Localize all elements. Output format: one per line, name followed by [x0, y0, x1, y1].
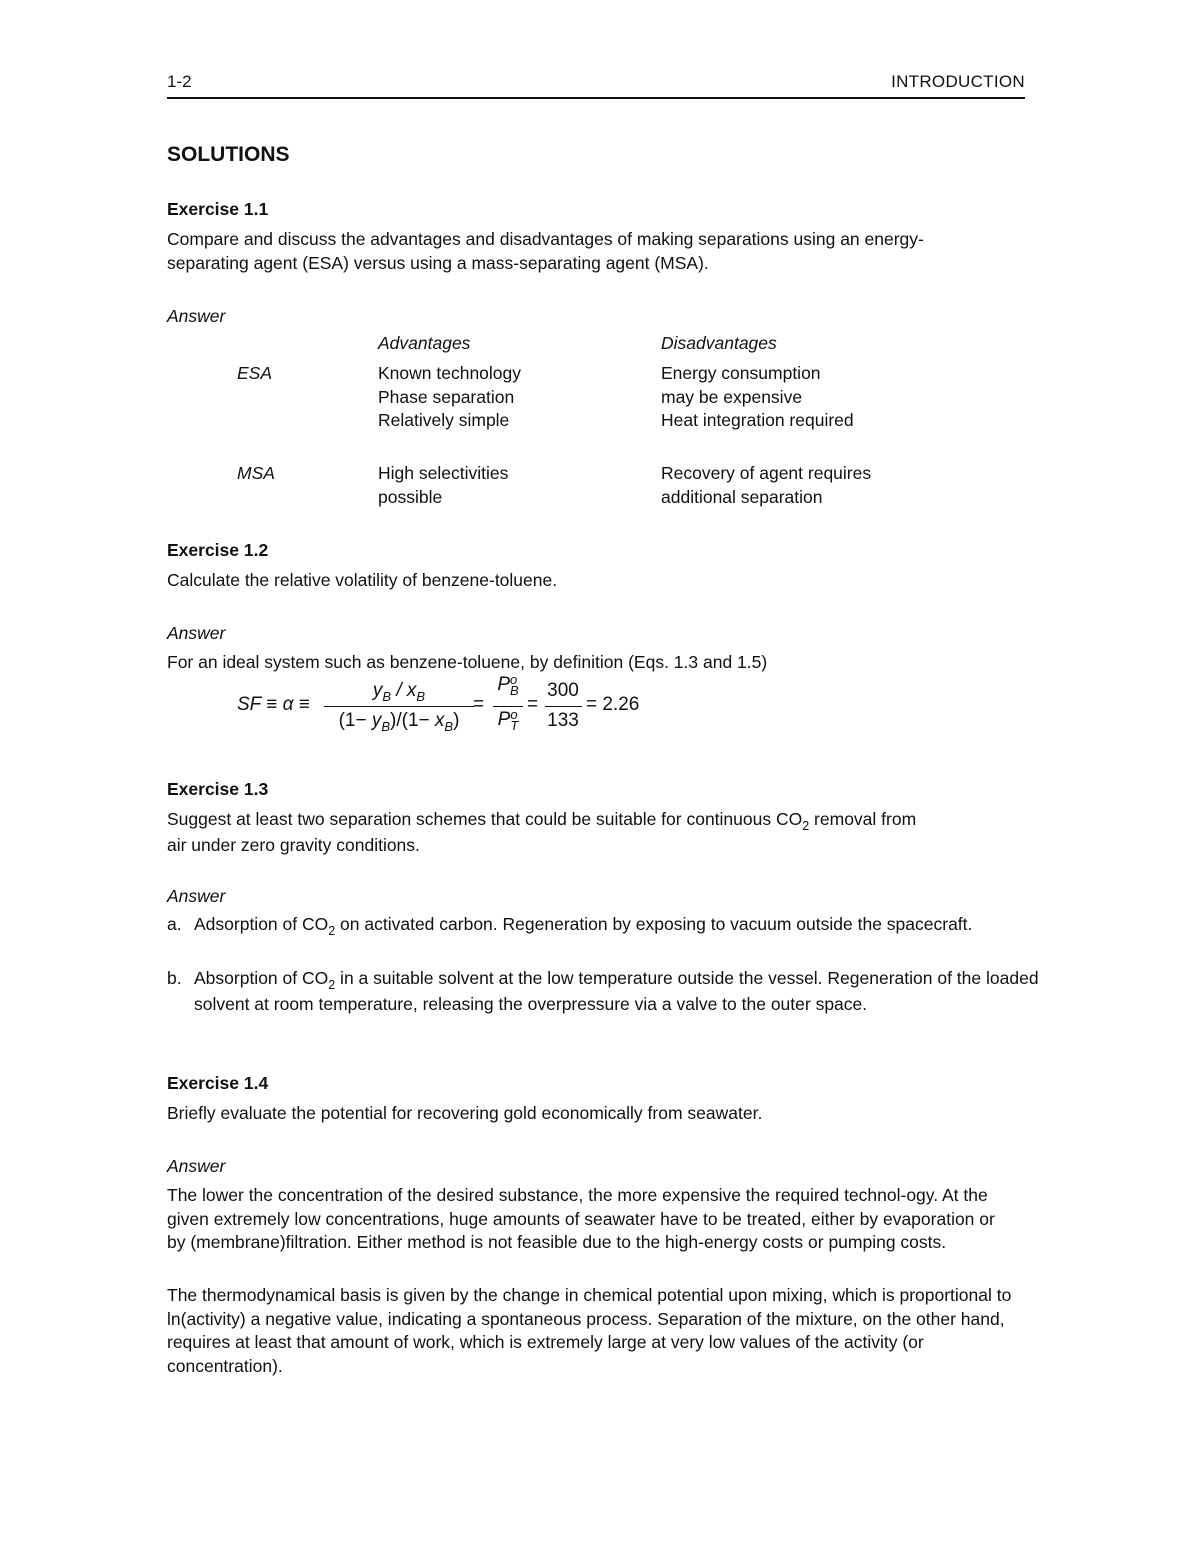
exercise-1-4-title: Exercise 1.4	[167, 1073, 269, 1093]
exercise-1-4-paragraph-1: The lower the concentration of the desired substance, the more expensive the required technol-ogy. At the given extremely low concentrations, huge amounts of seawater have to be treated, either by evaporation or by (membrane)filtration. Either method is not feasible due to the high-energy costs or pumping costs.	[167, 1185, 995, 1252]
page-number: 1-2	[167, 72, 192, 91]
fraction-2-denominator: P o T	[497, 707, 519, 733]
chapter-title: INTRODUCTION	[891, 72, 1025, 91]
msa-disadvantage-item: Recovery of agent requires	[661, 463, 872, 483]
esa-advantages	[378, 362, 521, 433]
item-b-marker: b.	[167, 968, 182, 988]
fraction-3-numerator: 300	[547, 680, 579, 701]
exercise-1-4-question: Briefly evaluate the potential for recovering gold economically from seawater.	[167, 1103, 763, 1123]
exercise-1-3-answer-label: Answer	[167, 886, 226, 906]
fraction-3-denominator: 133	[547, 710, 579, 731]
exercise-1-4-answer-label: Answer	[167, 1156, 226, 1176]
equals-sign-1: =	[473, 694, 485, 715]
fraction-1-numerator: $y_B / x_B$	[372, 680, 426, 704]
esa-advantage-item: Phase separation	[378, 386, 515, 407]
header-rule	[167, 97, 1025, 99]
row-agent-msa: MSA	[237, 463, 275, 483]
fraction-2-bar	[493, 706, 523, 707]
exercise-1-2-question: Calculate the relative volatility of benzene-toluene.	[167, 570, 558, 590]
exercise-1-3-question	[167, 808, 1037, 857]
exercise-1-3-title: Exercise 1.3	[167, 779, 269, 799]
item-a-marker: a.	[167, 914, 182, 934]
exercise-1-1-question-line1: Compare and discuss the advantages and disadvantages of making separations using an energy-	[167, 229, 924, 249]
esa-advantage-item: Known technology	[378, 363, 522, 383]
exercise-1-1-title: Exercise 1.1	[167, 199, 269, 219]
running-header	[167, 72, 1025, 96]
esa-disadvantage-item: may be expensive	[661, 386, 803, 407]
esa-disadvantages	[661, 362, 854, 433]
section-heading: SOLUTIONS	[167, 143, 290, 166]
exercise-1-1-question-line2: separating agent (ESA) versus using a mass-separating agent (MSA).	[167, 252, 709, 273]
exercise-1-2-title: Exercise 1.2	[167, 540, 269, 560]
relative-volatility-equation	[237, 674, 677, 744]
esa-advantage-item: Relatively simple	[378, 410, 510, 430]
fraction-3-bar	[545, 706, 582, 707]
column-header-advantages: Advantages	[378, 333, 471, 353]
equals-sign-2: =	[527, 694, 539, 715]
exercise-1-1-answer-label: Answer	[167, 306, 226, 326]
msa-disadvantage-item: additional separation	[661, 486, 823, 507]
esa-msa-table	[167, 332, 1037, 512]
column-header-disadvantages: Disadvantages	[661, 333, 777, 353]
answer-item-b: b. Absorption of $CO_2$ in a suitable solvent at the low temperature outside the vessel. Regeneration of the loaded solvent at room temperature, releasing the overpressure via a valve to the outer space.	[167, 968, 1039, 1014]
equation-result: = 2.26	[586, 694, 640, 715]
fraction-1-denominator: $(1- y_B)/(1- x_B)$	[338, 710, 460, 734]
msa-advantages	[378, 462, 508, 509]
exercise-1-3-question-line1: Suggest at least two separation schemes that could be suitable for continuous $CO_2$ removal from	[167, 809, 917, 833]
msa-advantage-item: High selectivities	[378, 463, 509, 483]
equation-lhs: SF ≡ α ≡	[237, 694, 310, 715]
exercise-1-4-paragraph-2: The thermodynamical basis is given by the change in chemical potential upon mixing, which is proportional to ln(activity) a negative value, indicating a spontaneous process. Separation of the mixture, on the other hand, requires at least that amount of work, which is extremely large at very low values of the activity (or concentration).	[167, 1285, 1012, 1376]
fraction-1-bar	[324, 706, 474, 707]
exercise-1-1-question	[167, 228, 1037, 275]
esa-disadvantage-item: Energy consumption	[661, 363, 821, 383]
msa-disadvantages	[661, 462, 871, 509]
exercise-1-2-answer-text: For an ideal system such as benzene-toluene, by definition (Eqs. 1.3 and 1.5)	[167, 652, 768, 672]
exercise-1-3-question-line2: air under zero gravity conditions.	[167, 834, 420, 855]
esa-disadvantage-item: Heat integration required	[661, 410, 854, 430]
answer-item-a: a. Adsorption of $CO_2$ on activated carbon. Regeneration by exposing to vacuum outside the spacecraft.	[167, 914, 973, 938]
msa-advantage-item: possible	[378, 486, 443, 507]
exercise-1-2-answer-label: Answer	[167, 623, 226, 643]
row-agent-esa: ESA	[237, 363, 273, 383]
fraction-2-numerator: P o B	[497, 672, 519, 698]
